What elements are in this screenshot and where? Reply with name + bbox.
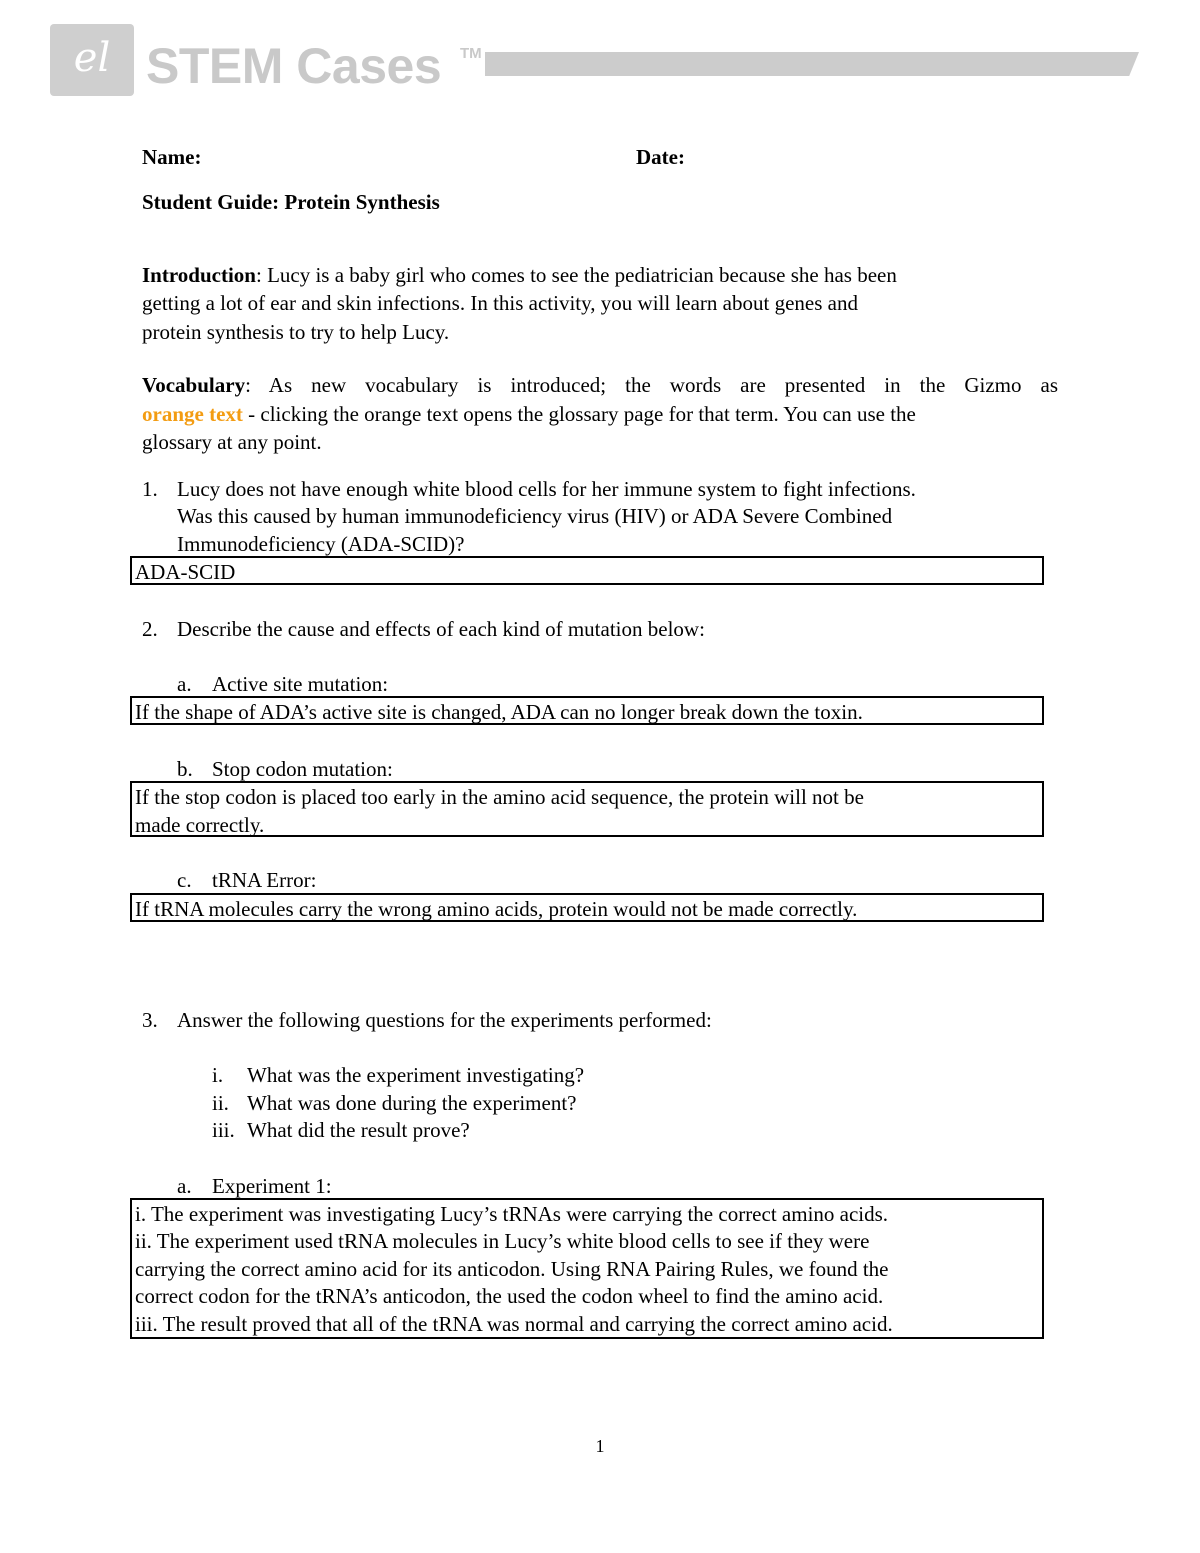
- q3-sub-marker-2: ii.: [212, 1091, 229, 1115]
- q2b-answer-line-2: made correctly.: [135, 813, 265, 837]
- q2b-label: Stop codon mutation:: [212, 757, 393, 781]
- vocab-line-2: orange text - clicking the orange text opens the glossary page for that term. You can use the: [142, 402, 916, 426]
- page-number: 1: [595, 1436, 605, 1456]
- q3-number: 3.: [142, 1008, 158, 1032]
- q3a-answer-line-4: correct codon for the tRNA’s anticodon, the used the codon wheel to find the amino acid.: [135, 1284, 884, 1309]
- q2-number: 2.: [142, 617, 158, 641]
- orange-text-sample: orange text: [142, 402, 243, 426]
- intro-line-1: Introduction: Lucy is a baby girl who comes to see the pediatrician because she has been: [142, 263, 897, 287]
- q2c-answer: If tRNA molecules carry the wrong amino acids, protein would not be made correctly.: [135, 897, 858, 921]
- q2c-label: tRNA Error:: [212, 868, 317, 892]
- intro-label: Introduction: [142, 263, 256, 287]
- q1-line-2: Was this caused by human immunodeficiency virus (HIV) or ADA Severe Combined: [177, 504, 893, 528]
- q2c-marker: c.: [177, 868, 192, 892]
- q3a-answer-line-5: iii. The result proved that all of the tRNA was normal and carrying the correct amino acid.: [135, 1311, 893, 1336]
- q3-sub-text-3: What did the result prove?: [247, 1118, 470, 1142]
- q1-answer-box[interactable]: [130, 556, 1044, 585]
- q2-prompt: Describe the cause and effects of each kind of mutation below:: [177, 617, 705, 641]
- name-label: Name:: [142, 145, 202, 169]
- q1-answer: ADA-SCID: [135, 560, 236, 584]
- q3a-answer-line-2: ii. The experiment used tRNA molecules in Lucy’s white blood cells to see if they were: [135, 1229, 870, 1254]
- q2a-label: Active site mutation:: [212, 672, 389, 696]
- intro-line-3: protein synthesis to try to help Lucy.: [142, 320, 450, 344]
- logo-badge: [50, 24, 134, 96]
- q3-prompt: Answer the following questions for the experiments performed:: [177, 1008, 712, 1032]
- q3a-answer-line-3: carrying the correct amino acid for its anticodon. Using RNA Pairing Rules, we found the: [135, 1256, 889, 1281]
- q2a-answer: If the shape of ADA’s active site is changed, ADA can no longer break down the toxin.: [135, 700, 863, 724]
- q3-sub-text-1: What was the experiment investigating?: [247, 1063, 585, 1087]
- q2a-answer-box[interactable]: [130, 696, 1044, 725]
- q1-line-3: Immunodeficiency (ADA-SCID)?: [177, 532, 465, 556]
- q3a-marker: a.: [177, 1174, 192, 1198]
- brand-title: STEM Cases: [146, 38, 442, 94]
- logo-glyph: el: [73, 35, 111, 81]
- q3-sub-marker-3: iii.: [212, 1118, 235, 1142]
- q2a-marker: a.: [177, 672, 192, 696]
- intro-line-2: getting a lot of ear and skin infections. In this activity, you will learn about genes and: [142, 291, 858, 315]
- q2b-answer-line-1: If the stop codon is placed too early in the amino acid sequence, the protein will not be: [135, 785, 864, 809]
- q2c-answer-box[interactable]: [130, 893, 1044, 922]
- date-label: Date:: [636, 145, 685, 169]
- q3a-label: Experiment 1:: [212, 1174, 332, 1198]
- q3-sub-text-2: What was done during the experiment?: [247, 1091, 577, 1115]
- header-decorative-bar: [485, 52, 1139, 76]
- vocab-label: Vocabulary: [142, 373, 246, 397]
- q1-line-1: Lucy does not have enough white blood cells for her immune system to fight infections.: [177, 477, 916, 501]
- q1-number: 1.: [142, 477, 158, 501]
- q2b-marker: b.: [177, 757, 193, 781]
- page-title: Student Guide: Protein Synthesis: [142, 190, 440, 214]
- vocab-line-3: glossary at any point.: [142, 430, 322, 454]
- q3a-answer-line-1: i. The experiment was investigating Lucy’s tRNAs were carrying the correct amino acids.: [135, 1202, 889, 1226]
- q2b-answer-box[interactable]: [130, 781, 1044, 837]
- q3a-answer-box[interactable]: [130, 1198, 1044, 1339]
- vocab-line-1: Vocabulary: As new vocabulary is introduced; the words are presented in the Gizmo as: [142, 373, 1058, 397]
- q3-sub-marker-1: i.: [212, 1063, 224, 1087]
- trademark-mark: TM: [460, 45, 482, 62]
